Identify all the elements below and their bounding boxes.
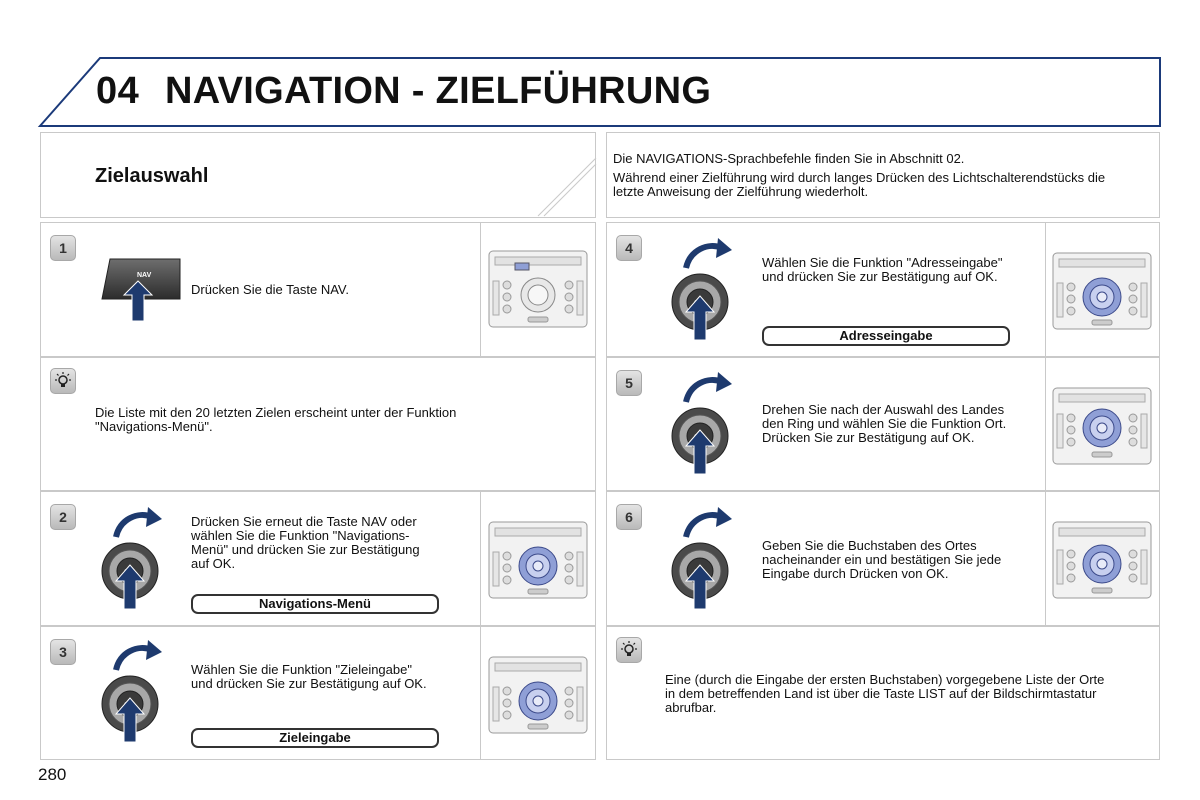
rotary-knob-illustration [670, 236, 740, 344]
nav-button-press-illustration [100, 255, 190, 327]
tip-2-line-2: in dem betreffenden Land ist über die Taste LIST auf der Bildschirmtastatur [665, 686, 1097, 701]
step-3-line-2: und drücken Sie zur Bestätigung auf OK. [191, 676, 427, 691]
step-5-line-3: Drücken Sie zur Bestätigung auf OK. [762, 430, 975, 445]
step-1-text: Drücken Sie die Taste NAV. [191, 282, 350, 297]
step-2-badge: 2 [50, 504, 76, 530]
chapter-number: 04 [96, 70, 140, 112]
step-4-radio-panel [1045, 223, 1159, 356]
step-6-badge: 6 [616, 504, 642, 530]
page-number: 280 [38, 765, 67, 784]
menu-item-navigations-menu: Navigations-Menü [191, 594, 439, 614]
step-6-line-2: nacheinander ein und bestätigen Sie jede [762, 552, 1002, 567]
step-1-badge: 1 [50, 235, 76, 261]
step-4-line-1: Wählen Sie die Funktion "Adresseingabe" [762, 255, 1003, 270]
step-2-line-2: wählen Sie die Funktion "Navigations- [191, 528, 410, 543]
step-5-badge: 5 [616, 370, 642, 396]
step-2-line-1: Drücken Sie erneut die Taste NAV oder [191, 514, 417, 529]
intro-note-line-2b: letzte Anweisung der Zielführung wiederholt. [613, 184, 869, 199]
step-5-line-1: Drehen Sie nach der Auswahl des Landes [762, 402, 1005, 417]
svg-text:NAV: NAV [137, 272, 152, 279]
step-3-radio-panel [480, 627, 595, 759]
menu-item-zieleingabe: Zieleingabe [191, 728, 439, 748]
lightbulb-icon [50, 368, 76, 394]
step-5-line-2: den Ring und wählen Sie die Funktion Ort. [762, 416, 1007, 431]
menu-item-adresseingabe: Adresseingabe [762, 326, 1010, 346]
step-1-radio-panel [480, 223, 595, 356]
step-2-radio-panel [480, 492, 595, 625]
step-4-line-2: und drücken Sie zur Bestätigung auf OK. [762, 269, 998, 284]
lightbulb-icon [616, 637, 642, 663]
tip-2-line-1: Eine (durch die Eingabe der ersten Buchstaben) vorgegebene Liste der Orte [665, 672, 1105, 687]
tip-1-line-2: "Navigations-Menü". [95, 419, 213, 434]
tip-2-line-3: abrufbar. [665, 700, 717, 715]
step-6-line-1: Geben Sie die Buchstaben des Ortes [762, 538, 977, 553]
radio-unit-illustration [481, 223, 596, 356]
section-heading: Zielauswahl [95, 165, 209, 187]
rotary-knob-illustration [100, 505, 170, 613]
intro-note-line-1: Die NAVIGATIONS-Sprachbefehle finden Sie in Abschnitt 02. [613, 151, 965, 166]
step-5-radio-panel [1045, 358, 1159, 490]
rotary-knob-illustration [670, 505, 740, 613]
step-2-line-3: Menü" und drücken Sie zur Bestätigung [191, 542, 420, 557]
step-3-line-1: Wählen Sie die Funktion "Zieleingabe" [191, 662, 412, 677]
rotary-knob-illustration [100, 638, 170, 746]
step-2-line-4: auf OK. [191, 556, 236, 571]
chapter-title: NAVIGATION - ZIELFÜHRUNG [165, 70, 712, 112]
corner-fold-decoration [530, 150, 600, 220]
step-4-badge: 4 [616, 235, 642, 261]
step-6-radio-panel [1045, 492, 1159, 625]
step-3-badge: 3 [50, 639, 76, 665]
step-6-line-3: Eingabe durch Drücken von OK. [762, 566, 949, 581]
intro-note-line-2a: Während einer Zielführung wird durch langes Drücken des Lichtschalterendstücks die [613, 170, 1106, 185]
rotary-knob-illustration [670, 370, 740, 478]
tip-1-line-1: Die Liste mit den 20 letzten Zielen erscheint unter der Funktion [95, 405, 457, 420]
